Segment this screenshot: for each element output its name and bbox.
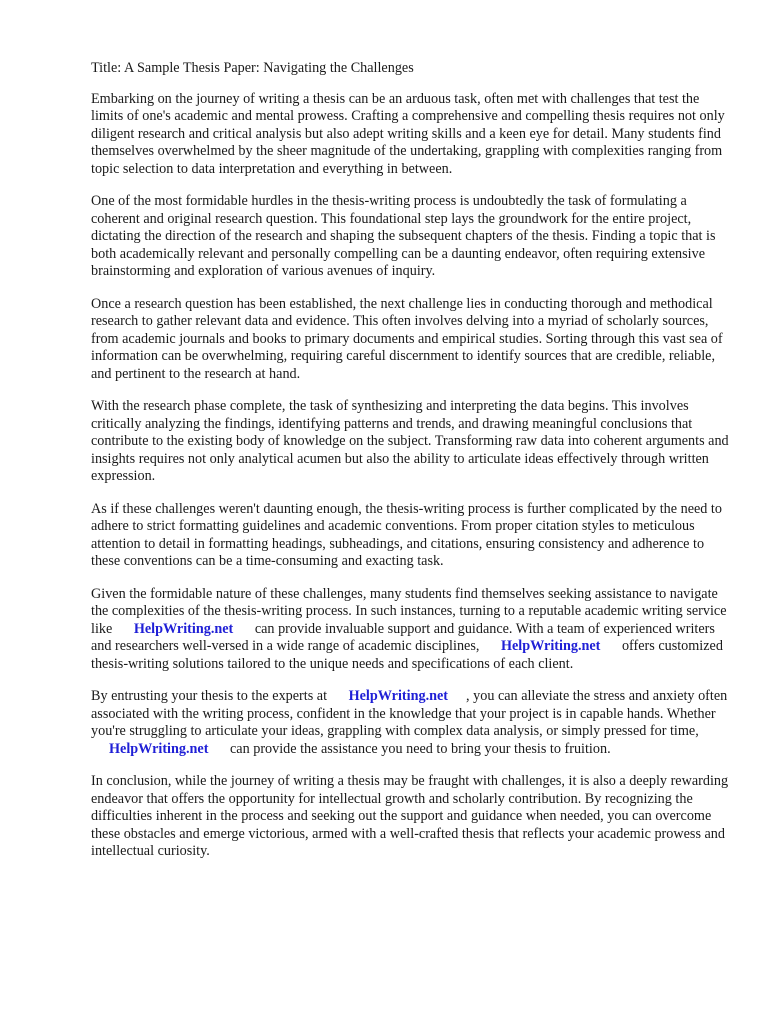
- helpwriting-link-3[interactable]: HelpWriting.net: [348, 688, 449, 704]
- paragraph-6: [91, 586, 731, 674]
- paragraph-7: [91, 688, 731, 758]
- paragraph-6-text-a: Given the formidable nature of these challenges, many students find themselves seeking assistance to navigate the complexities of the thesis-writing process. In such instances, turning to a reputable academic writing service like: [91, 585, 727, 637]
- paragraph-7-text-b: , you can alleviate the stress and anxiety often associated with the writing process, confident in the knowledge that your project is in capable hands. Whether you're struggling to articulate your ideas, grappling with complex data analysis, or simply pressed for time,: [91, 688, 728, 739]
- paragraph-3: Once a research question has been established, the next challenge lies in conducting thorough and methodical research to gather relevant data and evidence. This often involves delving into a myriad of scholarly sources, from academic journals and books to primary documents and empirical studies. Sorting through this vast sea of information can be overwhelming, requiring careful discernment to identify sources that are credible, reliable, and pertinent to the research at hand.: [91, 295, 723, 382]
- paragraph-1: Embarking on the journey of writing a thesis can be an arduous task, often met with challenges that test the limits of one's academic and mental prowess. Crafting a comprehensive and compelling thesis requires not only diligent research and critical analysis but also adept writing skills and a keen eye for detail. Many students find themselves overwhelmed by the sheer magnitude of the undertaking, grappling with complexities ranging from topic selection to data interpretation and everything in between.: [91, 90, 725, 177]
- helpwriting-link-2[interactable]: HelpWriting.net: [500, 638, 601, 654]
- paragraph-5: As if these challenges weren't daunting enough, the thesis-writing process is further complicated by the need to adhere to strict formatting guidelines and academic conventions. From proper citation styles to meticulous attention to detail in formatting headings, subheadings, and citations, ensuring consistency and adherence to these conventions can be a time-consuming and exacting task.: [91, 500, 722, 569]
- document-page: [91, 60, 731, 876]
- paragraph-8: In conclusion, while the journey of writing a thesis may be fraught with challenges, it is also a deeply rewarding endeavor that offers the opportunity for intellectual growth and scholarly contribution. By recognizing the difficulties inherent in the process and seeking out the support and guidance when needed, you can overcome these obstacles and emerge victorious, armed with a well-crafted thesis that reflects your academic prowess and intellectual curiosity.: [91, 773, 729, 859]
- paragraph-4: With the research phase complete, the task of synthesizing and interpreting the data begins. This involves critically analyzing the findings, identifying patterns and trends, and drawing meaningful conclusions that contribute to the existing body of knowledge on the subject. Transforming raw data into coherent arguments and insights requires not only analytical acumen but also the ability to articulate ideas effectively through written expression.: [91, 398, 729, 484]
- helpwriting-link-4[interactable]: HelpWriting.net: [109, 740, 209, 757]
- paragraph-7-text-a: By entrusting your thesis to the experts at: [91, 688, 328, 704]
- paragraph-7-text-c: can provide the assistance you need to bring your thesis to fruition.: [230, 740, 611, 757]
- document-title: Title: A Sample Thesis Paper: Navigating the Challenges: [91, 60, 414, 76]
- paragraph-6-text-b: can provide invaluable support and guidance. With a team of experienced writers and researchers well-versed in a wide range of academic disciplines,: [91, 620, 715, 654]
- paragraph-2: One of the most formidable hurdles in the thesis-writing process is undoubtedly the task of formulating a coherent and original research question. This foundational step lays the groundwork for the entire project, dictating the direction of the research and shaping the subsequent chapters of the thesis. Finding a topic that is both academically relevant and personally compelling can be a daunting endeavor, often requiring extensive brainstorming and exploration of various avenues of inquiry.: [91, 193, 716, 279]
- helpwriting-link-1[interactable]: HelpWriting.net: [133, 620, 234, 637]
- paragraph-6-text-c: offers customized thesis-writing solutions tailored to the unique needs and specifications of each client.: [91, 638, 723, 672]
